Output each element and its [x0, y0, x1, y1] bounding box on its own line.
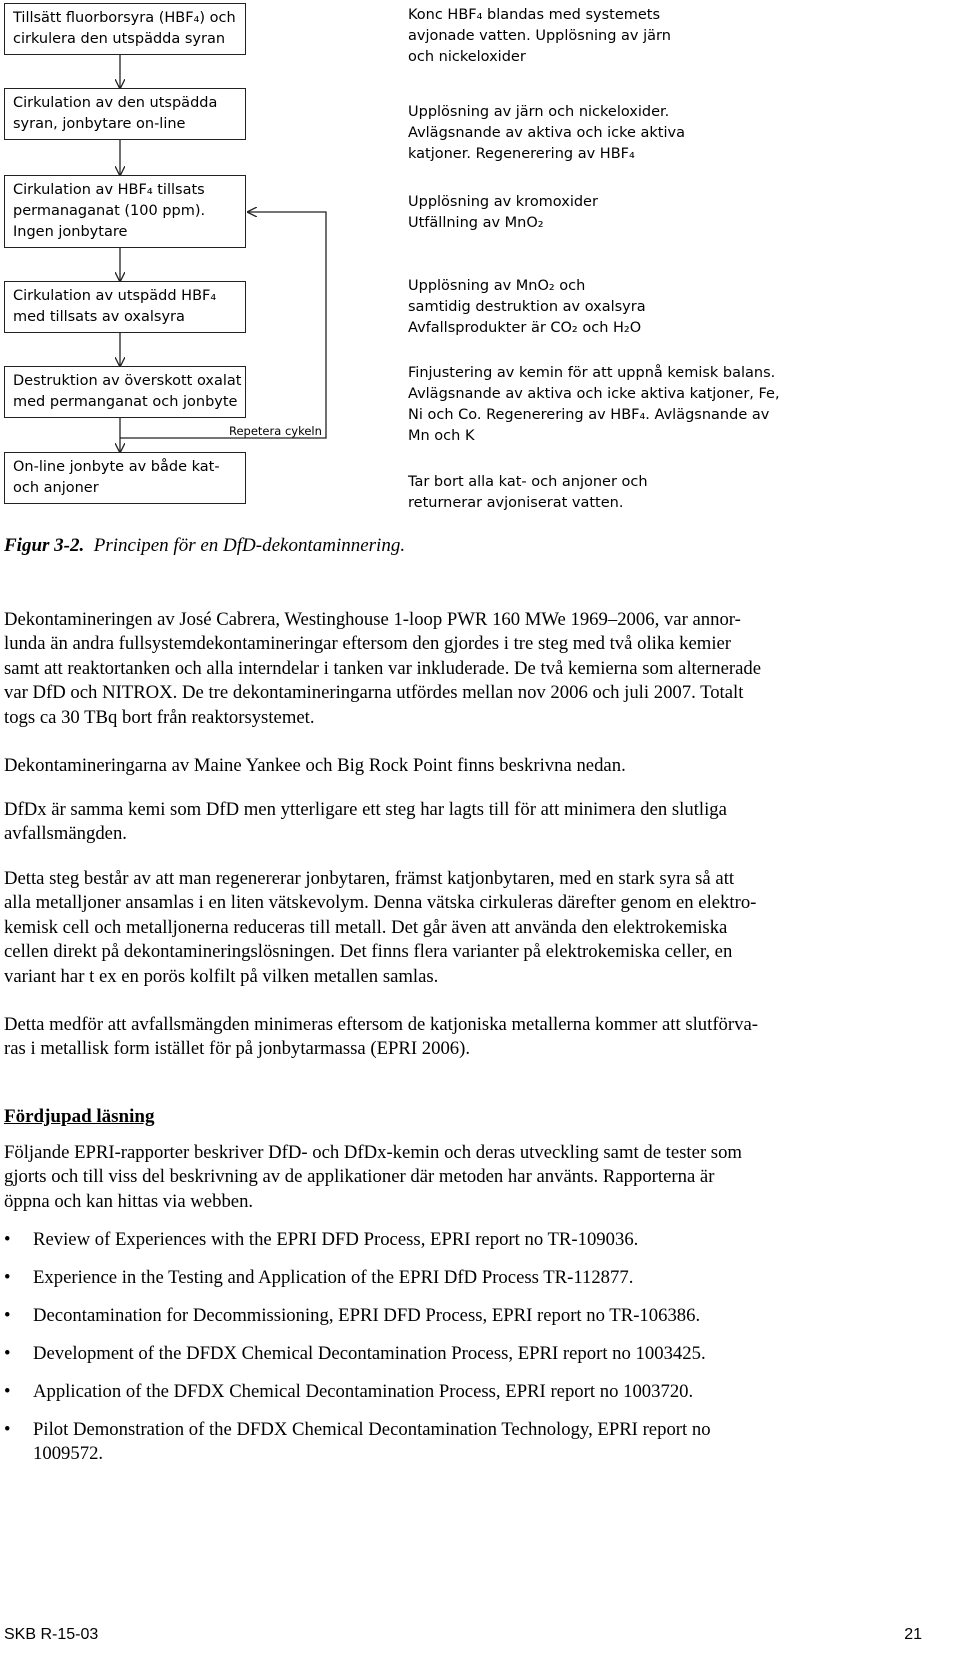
list-item: • Application of the DFDX Chemical Decontamination Process, EPRI report no 1003720. [4, 1380, 914, 1404]
flow-note-4: Upplösning av MnO₂ och samtidig destruktion av oxalsyra Avfallsprodukter är CO₂ och H₂O [408, 278, 646, 336]
flow-step-ion-exchange: On-line jonbyte av både kat- och anjoner [4, 452, 246, 504]
flow-step-circulate-diluted-acid: Cirkulation av den utspädda syran, jonbytare on-line [4, 88, 246, 140]
list-item: • Review of Experiences with the EPRI DFD Process, EPRI report no TR-109036. [4, 1228, 914, 1252]
flow-note-6: Tar bort alla kat- och anjoner och returnerar avjoniserat vatten. [408, 474, 648, 511]
list-item: • Pilot Demonstration of the DFDX Chemical Decontamination Technology, EPRI report no 1009572. [4, 1418, 914, 1467]
figure-caption [4, 535, 405, 557]
footer-page-number: 21 [904, 1626, 922, 1643]
flow-step-oxalic-acid: Cirkulation av utspädd HBF₄ med tillsats av oxalsyra [4, 281, 246, 333]
paragraph-dfdx-definition: DfDx är samma kemi som DfD men ytterligare ett steg har lagts till för att minimera den slutliga avfallsmängden. [4, 799, 727, 845]
flow-note-2: Upplösning av järn och nickeloxider. Avlägsnande av aktiva och icke aktiva katjoner. Regenerering av HBF₄ [408, 104, 685, 162]
further-reading-intro: Följande EPRI-rapporter beskriver DfD- och DfDx-kemin och deras utveckling samt de tester som gjorts och till viss del beskrivning av de applikationer där metoden har använts. Rapporterna är öppna och kan hittas via webben. [4, 1142, 742, 1212]
list-item: • Decontamination for Decommissioning, EPRI DFD Process, EPRI report no TR-106386. [4, 1304, 914, 1328]
paragraph-regeneration-step: Detta steg består av att man regenererar jonbytaren, främst katjonbytaren, med en stark syra så att alla metalljoner ansamlas i en liten vätskevolym. Denna vätska cirkuleras därefter genom en elektro- kemisk cell och metalljonerna reduceras till metall. Det går även att använda den elektrokemiska cellen direkt på dekontamineringslösningen. Det finns flera varianter på elektrokemiska celler, en variant har t ex en porös kolfilt på vilken metallen samlas. [4, 868, 757, 987]
paragraph-jose-cabrera: Dekontamineringen av José Cabrera, Westinghouse 1-loop PWR 160 MWe 1969–2006, var annor- lunda än andra fullsystemdekontamineringar eftersom den gjordes i tre steg med två olika kemier samt att reaktortanken och alla interndelar i tanken var inkluderade. De två kemierna som alternerade var DfD och NITROX. De tre dekontamineringarna utfördes mellan nov 2006 och juli 2007. Totalt togs ca 30 TBq bort från reaktorsystemet. [4, 609, 762, 728]
flow-note-3: Upplösning av kromoxider Utfällning av MnO₂ [408, 194, 598, 231]
footer-report-id: SKB R-15-03 [4, 1626, 99, 1643]
list-item: • Experience in the Testing and Application of the EPRI DfD Process TR-112877. [4, 1266, 914, 1290]
repeat-cycle-label: Repetera cykeln [229, 424, 322, 438]
flow-step-permanganate: Cirkulation av HBF₄ tillsats permanaganat (100 ppm). Ingen jonbytare [4, 175, 246, 248]
section-heading-further-reading: Fördjupad läsning [4, 1106, 155, 1127]
paragraph-waste-minimization: Detta medför att avfallsmängden minimeras eftersom de katjoniska metallerna kommer att slutförva- ras i metallisk form istället för på jonbytarmassa (EPRI 2006). [4, 1014, 758, 1060]
flow-note-1: Konc HBF₄ blandas med systemets avjonade vatten. Upplösning av järn och nickeloxider [408, 7, 671, 65]
flow-note-5: Finjustering av kemin för att uppnå kemisk balans. Avlägsnande av aktiva och icke aktiva katjoner, Fe, Ni och Co. Regenerering av HBF₄. Avlägsnande av Mn och K [408, 365, 780, 444]
flow-step-add-hbf4: Tillsätt fluorborsyra (HBF₄) och cirkulera den utspädda syran [4, 3, 246, 55]
flow-step-destruction-oxalate: Destruktion av överskott oxalat med permanganat och jonbyte [4, 366, 246, 418]
paragraph-maine-yankee: Dekontamineringarna av Maine Yankee och Big Rock Point finns beskrivna nedan. [4, 755, 626, 776]
figure-caption-text: Principen för en DfD-dekontaminnering. [93, 535, 406, 556]
figure-caption-label: Figur 3-2. [4, 535, 85, 556]
epri-report-list [4, 1228, 914, 1480]
list-item: • Development of the DFDX Chemical Decontamination Process, EPRI report no 1003425. [4, 1342, 914, 1366]
